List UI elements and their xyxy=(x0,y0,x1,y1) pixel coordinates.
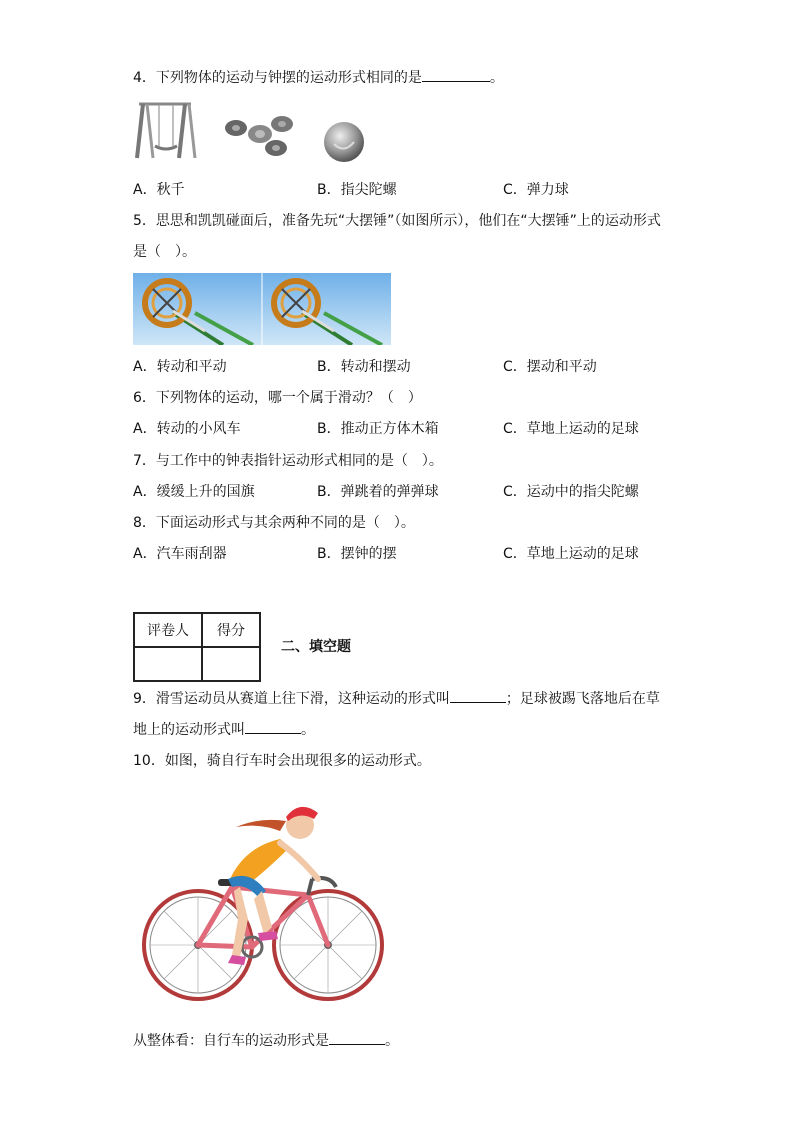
pendulum-ride-image xyxy=(133,273,391,345)
q4-option-b[interactable]: B．指尖陀螺 xyxy=(317,182,397,198)
q8-option-a[interactable]: A．汽车雨刮器 xyxy=(133,546,227,562)
q9-answer-blank-2[interactable] xyxy=(245,719,301,734)
q10-stem: 10．如图，骑自行车时会出现很多的运动形式。 xyxy=(133,753,431,769)
q4-text: 4．下列物体的运动与钟摆的运动形式相同的是 xyxy=(133,70,422,86)
q7-option-a[interactable]: A．缓缓上升的国旗 xyxy=(133,484,255,500)
score-table-score-cell[interactable] xyxy=(202,647,260,681)
q10-answer-prompt: 从整体看：自行车的运动形式是 xyxy=(133,1033,329,1049)
q7-option-c[interactable]: C．运动中的指尖陀螺 xyxy=(503,484,639,500)
cyclist-image xyxy=(140,787,385,1007)
q6-option-a[interactable]: A．转动的小风车 xyxy=(133,421,241,437)
q7-stem: 7．与工作中的钟表指针运动形式相同的是（ ）。 xyxy=(133,453,443,469)
q8-option-c[interactable]: C．草地上运动的足球 xyxy=(503,546,639,562)
q5-line2: 是（ ）。 xyxy=(133,244,196,260)
q9-line1 xyxy=(133,688,660,709)
q10-answer-tail: 。 xyxy=(385,1033,399,1049)
q6-stem: 6．下列物体的运动，哪一个属于滑动？（ ） xyxy=(133,390,422,406)
q7-option-b[interactable]: B．弹跳着的弹弹球 xyxy=(317,484,439,500)
score-table xyxy=(133,612,261,682)
q8-stem: 8．下面运动形式与其余两种不同的是（ ）。 xyxy=(133,515,415,531)
q9-part1: 9．滑雪运动员从赛道上往下滑，这种运动的形式叫 xyxy=(133,691,450,707)
score-table-grader-cell[interactable] xyxy=(134,647,202,681)
q5-option-b[interactable]: B．转动和摆动 xyxy=(317,359,411,375)
q9-part2: ；足球被踢飞落地后在草 xyxy=(505,691,660,707)
q4-answer-blank[interactable] xyxy=(422,67,490,82)
q9-part3: 地上的运动形式叫 xyxy=(133,722,245,738)
q6-option-b[interactable]: B．推动正方体木箱 xyxy=(317,421,439,437)
q4-option-c[interactable]: C．弹力球 xyxy=(503,182,569,198)
q5-option-a[interactable]: A．转动和平动 xyxy=(133,359,227,375)
q10-answer-blank[interactable] xyxy=(329,1030,385,1045)
bouncy-ball-image xyxy=(322,120,366,164)
q9-answer-blank-1[interactable] xyxy=(450,688,506,703)
q4-stem xyxy=(133,67,504,88)
q8-option-b[interactable]: B．摆钟的摆 xyxy=(317,546,397,562)
q9-part4: 。 xyxy=(301,722,315,738)
q10-answer-line xyxy=(133,1030,399,1051)
q5-line1: 5．思思和凯凯碰面后，准备先玩“大摆锤”（如图所示），他们在“大摆锤”上的运动形式 xyxy=(133,213,661,229)
swing-image xyxy=(133,100,197,160)
fidget-spinner-image xyxy=(224,112,296,158)
q5-option-c[interactable]: C．摆动和平动 xyxy=(503,359,597,375)
q9-line2 xyxy=(133,719,315,740)
q4-tail: 。 xyxy=(489,70,504,86)
score-table-grader-header: 评卷人 xyxy=(134,613,202,647)
q4-option-a[interactable]: A．秋千 xyxy=(133,182,185,198)
score-table-score-header: 得分 xyxy=(202,613,260,647)
section-title-fill-in: 二、填空题 xyxy=(281,639,351,655)
q6-option-c[interactable]: C．草地上运动的足球 xyxy=(503,421,639,437)
